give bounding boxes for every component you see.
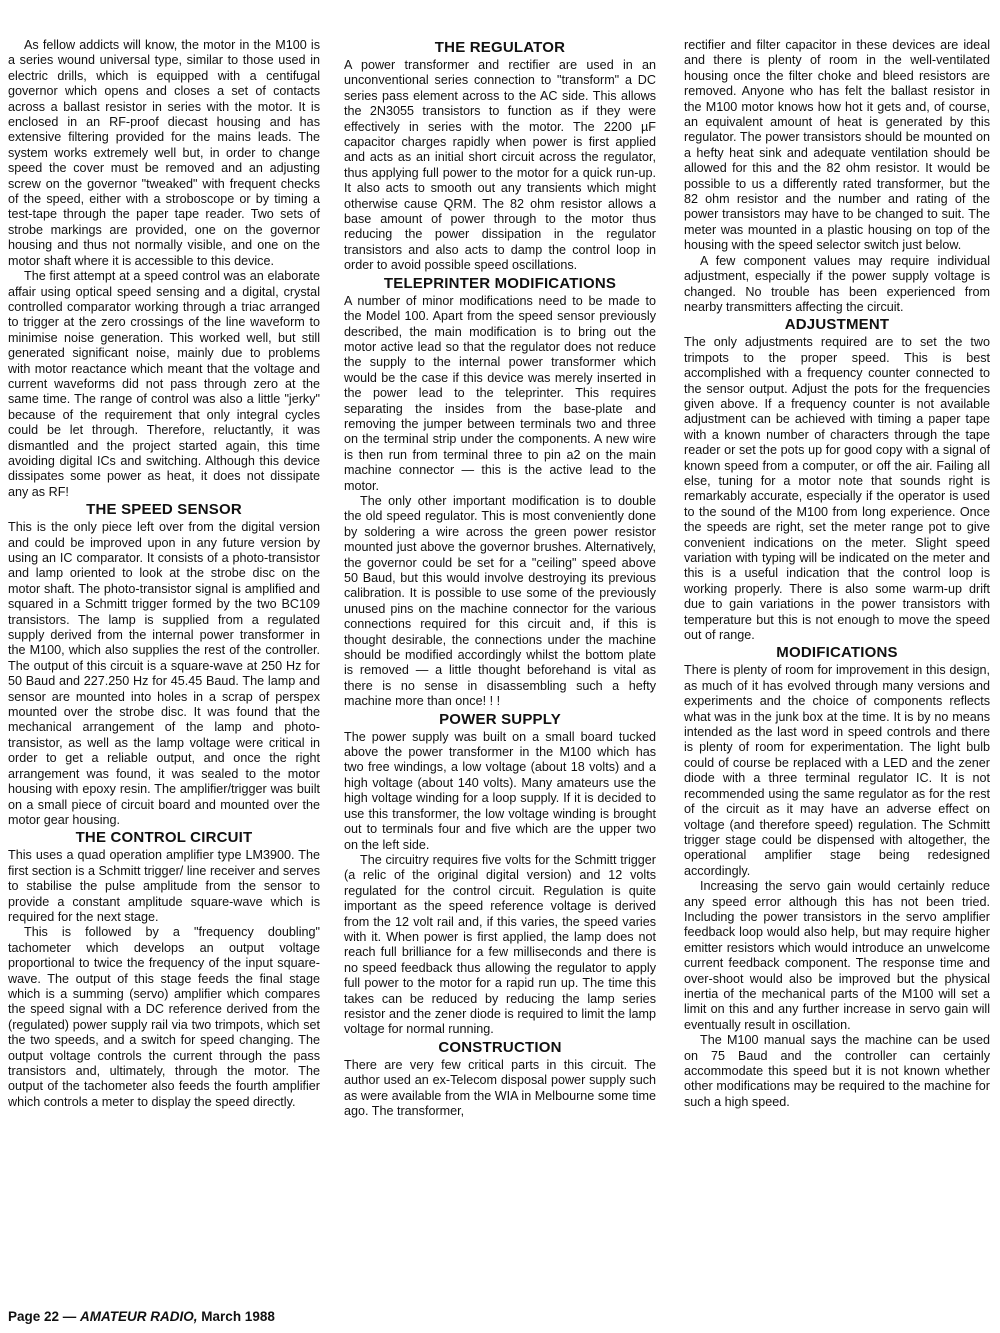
body-paragraph: The only other important modification is to double the old speed regulator. This is most conveniently done by soldering a wire across the green power resistor mounted just above the governor brushes. Alternatively, the governor could be set for a "ceiling" speed above 50 Baud, but this would involve destroying its previous calibration. It is possible to use some of the previously unused pins on the machine connector for the various connections required for this circuit and, if this is thought desirable, the connections under the machine should be modified accordingly whilst the bottom plate is removed — a little thought beforehand is vital as there is no sense in disassembling such a hefty machine more than once! ! ! — [344, 493, 656, 709]
footer-date: March 1988 — [197, 1309, 275, 1324]
section-heading-modifications: MODIFICATIONS — [776, 644, 898, 662]
body-paragraph: There is plenty of room for improvement in this design, as much of it has evolved through many versions and experiments and the choice of components reflects what was in the junk box at the time. It is by no means intended as the last word in speed controls and there is plenty of room for experimentation. The light bulb could of course be replaced with a LED and the zener diode with a three terminal regulator IC. It is not recommended using the same regulator as for the rest of the circuit as it may have an adverse effect on voltage (and therefore speed) regulation. The Schmitt trigger stage could be dispensed with altogether, the operational amplifier stage being redesigned accordingly. — [684, 663, 990, 878]
section-heading-regulator: THE REGULATOR — [434, 39, 566, 56]
body-paragraph: Increasing the servo gain would certainly reduce any speed error although this has not been tried. Including the power transistors in the servo amplifier feedback loop would also help, but may require higher emitter resistors which would introduce an unwelcome current feedback component. The response time and over-shoot would also be improved but the physical inertia of the mechanical parts of the M100 will set a limit on this and any further increase in servo gain will eventually result in oscillation. — [684, 879, 990, 1032]
body-paragraph: This uses a quad operation amplifier type LM3900. The first section is a Schmitt trigger/ line receiver and serves to stabilise the pulse amplitude from the sensor to provide a constant amplitude square-wave which is required for the next stage. — [8, 848, 320, 924]
body-paragraph: rectifier and filter capacitor in these devices are ideal and there is plenty of room in the well-ventilated housing once the filter choke and bleed resistors are removed. Anyone who has felt the ballast resistor in the M100 motor knows how hot it gets and, of course, an equivalent amount of heat is generated by this regulator. The power transistors should be mounted on a hefty heat sink and adequate ventilation should be allowed for this and the 82 ohm resistor. It would be possible to us a differently rated transformer, but the 82 ohm resistor and the number and rating of the power transistors may have to be changed to suit. The meter was mounted in a plastic housing on top of the housing with the speed selector switch just below. — [684, 38, 990, 253]
article-column-2 — [344, 38, 656, 1119]
body-paragraph: This is followed by a "frequency doubling" tachometer which develops an output voltage proportional to twice the frequency of the input square-wave. The output of this stage feeds the final stage which is a summing (servo) amplifier which compares the speed signal with a DC reference derived from the (regulated) power supply rail via two trimpots, which set the two speeds, and a switch for speed changing. The output voltage controls the current through the pass transistors and, ultimately, through the motor. The output of the tachometer also feeds the fourth amplifier which controls a meter to display the speed directly. — [8, 925, 320, 1109]
section-heading-teleprinter-modifications: TELEPRINTER MODIFICATIONS — [383, 274, 617, 292]
page-footer — [8, 1309, 275, 1324]
footer-page-number: Page 22 — — [8, 1309, 81, 1324]
body-paragraph: A power transformer and rectifier are used in an unconventional series connection to "transform" a DC series pass element across to the AC side. This allows the 2N3055 transistors to function as if they were effectively in series with the motor. The 2200 µF capacitor charges rapidly when power is first applied and acts as an initial short circuit across the regulator, thus applying full power to the motor for a quick run-up. It also acts to smooth out any transients which might otherwise cause QRM. The 82 ohm resistor allows a base amount of power through to the motor thus reducing the power dissipation in the regulator transistors and also acts to damp the control loop in order to avoid possible speed oscillations. — [344, 58, 656, 273]
section-heading-power-supply: POWER SUPPLY — [439, 710, 561, 728]
body-paragraph: The circuitry requires five volts for the Schmitt trigger (a relic of the original digital version) and 12 volts regulated for the control circuit. Regulation is quite important as the speed reference voltage is derived from the 12 volt rail and, if this varies, the speed varies with it. When power is first applied, the lamp does not reach full brilliance for a few milliseconds and there is no speed feedback thus allowing the regulator to apply full power to the motor for a rapid run up. The time this takes can be reduced by reducing the lamp series resistor and the zener diode is required to limit the lamp voltage for normal running. — [344, 852, 656, 1037]
body-paragraph: The only adjustments required are to set the two trimpots to the proper speed. This is best accomplished with a frequency counter connected to the sensor output. Adjust the pots for the frequencies given above. If a frequency counter is not available adjustment can be achieved with timing a paper tape with a known number of characters through the tape reader or set the pots up for good copy with a signal of known speed from a computer, or off the air. Failing all else, tuning for a motor note that sounds right is remarkably accurate, especially if the operator is used to the sound of the M100 from long experience. Once the speeds are right, set the meter range pot to give convenient indications on the meter. Slight speed variation with typing will be indicated on the meter and this is a useful indication that the control loop is working properly. There is also some warm-up drift due to gain variations in the power transistors with temperature but this is not enough to move the speed out of range. — [684, 335, 990, 643]
body-paragraph: The M100 manual says the machine can be used on 75 Baud and the controller can certainly accommodate this speed but it is not known whether other modifications may be required to the machine for such a high speed. — [684, 1033, 990, 1109]
section-heading-adjustment: ADJUSTMENT — [784, 316, 890, 334]
body-paragraph: This is the only piece left over from the digital version and could be improved upon in any future version by using an IC comparator. It consists of a photo-transistor and lamp oriented to look at the strobe disc on the motor shaft. The photo-transistor signal is amplified and squared in a Schmitt trigger formed by the two BC109 transistors. The lamp is supplied from a regulated supply derived from the internal power transformer in the M100, which also supplies the rest of the controller. The output of this circuit is a square-wave at 250 Hz for 50 Baud and 227.250 Hz for 45.45 Baud. The lamp and sensor are mounted into holes in a scrap of perspex mounted over the strobe disc. It was found that the mechanical arrangement of the lamp and photo-transistor, as well as the lamp voltage were critical in order to get a reliable output, and once the right arrangement was found, it was sealed to the motor housing with epoxy resin. The amplifier/trigger was built on a small piece of circuit board and mounted over the motor gear housing. — [8, 520, 320, 827]
body-paragraph: A few component values may require individual adjustment, especially if the power supply voltage is changed. No trouble has been experienced from nearby transmitters affecting the circuit. — [684, 253, 990, 314]
section-heading-speed-sensor: THE SPEED SENSOR — [86, 501, 242, 519]
article-column-3 — [684, 38, 990, 1110]
body-paragraph: The first attempt at a speed control was an elaborate affair using optical speed sensing and a digital, crystal controlled comparator working through a triac arranged to trigger at the zero crossings of the line waveform to minimise noise generation. This worked well, but still generated significant noise, mainly due to problems with motor reactance which meant that the voltage and current waveforms did not pass through zero at the same time. The range of control was also a little "jerky" because of the requirement that only integral cycles could be let through. Therefore, reluctantly, it was dismantled and the project started again, this time avoiding digital ICs and switching. Although this device dissipates some power as heat, it does not dissipate any as RF! — [8, 269, 320, 499]
section-heading-construction: CONSTRUCTION — [438, 1038, 562, 1056]
body-paragraph: There are very few critical parts in this circuit. The author used an ex-Telecom disposal power supply such as were available from the WIA in Melbourne some time ago. The transformer, — [344, 1057, 656, 1118]
footer-publication-title: AMATEUR RADIO, — [80, 1309, 198, 1324]
section-heading-control-circuit: THE CONTROL CIRCUIT — [75, 829, 253, 847]
body-paragraph: As fellow addicts will know, the motor in the M100 is a series wound universal type, similar to those used in electric drills, which is equipped with a centifugal governor which opens and closes a set of contacts across a ballast resistor in series with the motor. It is enclosed in an RF-proof diecast housing and has extensive filtering provided for the mains leads. The system works extremely well but, in order to change speed the cover must be removed and an adjusting screw on the governor "tweaked" with frequent checks of the speed, either with a stroboscope or by timing a test-tape through the paper tape reader. Two sets of strobe markings are provided, one on the governor housing and thus not normally visible, and one on the motor shaft where it is accessible to this device. — [8, 38, 320, 268]
article-column-1 — [8, 38, 320, 1110]
body-paragraph: The power supply was built on a small board tucked above the power transformer in the M100 which has two free windings, a low voltage (about 18 volts) and a high voltage (about 140 volts). Many amateurs use the high voltage winding for a loop supply. If it is decided to use this transformer, the low voltage winding is brought out to terminals four and five which are the upper two on the left side. — [344, 729, 656, 852]
body-paragraph: A number of minor modifications need to be made to the Model 100. Apart from the speed sensor previously described, the main modification is to bring out the motor active lead so that the regulator does not reduce the supply to the internal power transformer which would be the case if this device was merely inserted in the power lead to the teleprinter. This requires separating the insides from the base-plate and removing the jumper between terminals two and three on the terminal strip under the components. A new wire is then run from terminal three to pin a2 on the main machine connector — this is the active lead to the motor. — [344, 293, 656, 493]
